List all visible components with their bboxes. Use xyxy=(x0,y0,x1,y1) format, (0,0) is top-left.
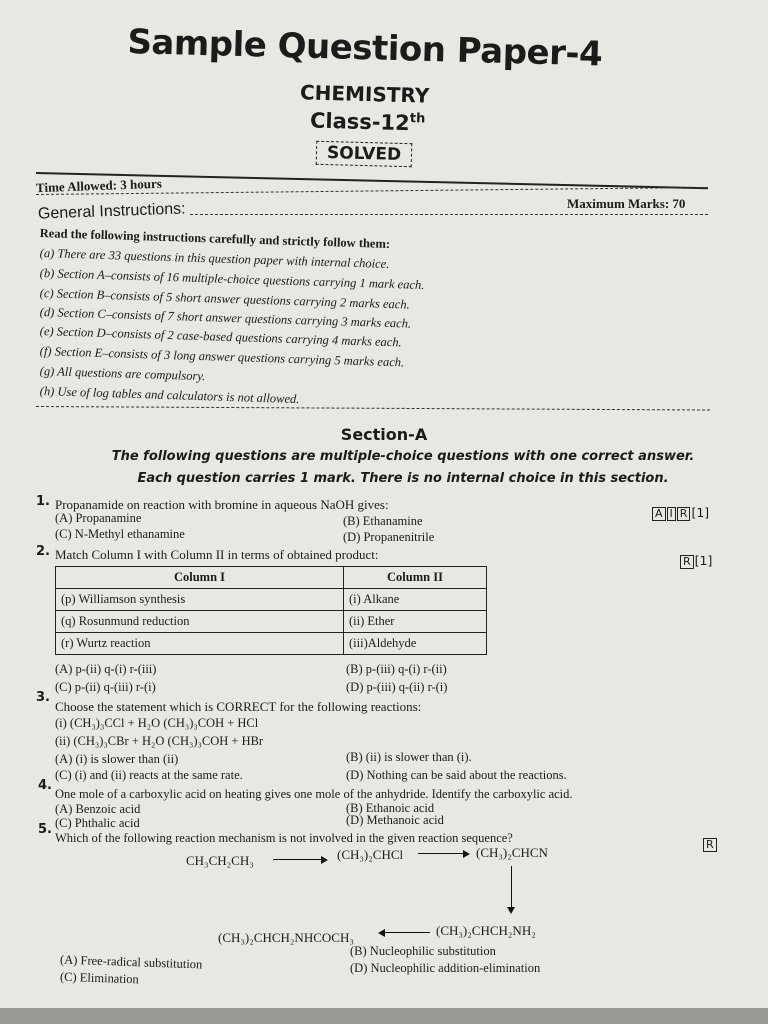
reaction-line: (i) (CH₃)₃CCl + H₂O (CH₃)₃COH + HCl xyxy=(55,716,259,730)
time-allowed: Time Allowed: 3 hours xyxy=(35,175,163,196)
solved-badge: SOLVED xyxy=(316,141,413,168)
question-number: 1. xyxy=(36,494,50,509)
option-b: (B) Nucleophilic substitution xyxy=(350,944,496,958)
instruction-item: (a) There are 33 questions in this question paper with internal choice. xyxy=(39,246,390,271)
page-bottom-edge xyxy=(0,1008,768,1024)
reaction-species: (CH₃)₂CHCN xyxy=(476,845,548,860)
instructions-top-divider xyxy=(190,214,708,215)
option-d: (D) Propanenitrile xyxy=(343,530,435,544)
question-number: 5. xyxy=(38,822,52,837)
instructions-lead: Read the following instructions carefully and strictly follow them: xyxy=(39,226,391,252)
option-d: (D) Nothing can be said about the reactions. xyxy=(346,768,567,782)
section-title: Section-A xyxy=(340,425,428,444)
tag-box: R xyxy=(703,838,717,852)
question-text: Which of the following reaction mechanism is not involved in the given reaction sequence? xyxy=(55,831,513,845)
table-header-row xyxy=(56,567,487,589)
reaction-line: (ii) (CH₃)₃CBr + H₂O (CH₃)₃COH + HBr xyxy=(55,734,264,748)
instruction-item: (g) All questions are compulsory. xyxy=(39,364,206,384)
option-a: (A) p-(ii) q-(i) r-(iii) xyxy=(55,662,157,676)
instruction-item: (h) Use of log tables and calculators is not allowed. xyxy=(39,384,300,407)
option-a: (A) Propanamine xyxy=(55,511,142,525)
reaction-arrow xyxy=(511,866,512,912)
paper-title: Sample Question Paper-4 xyxy=(126,22,603,75)
reaction-arrow xyxy=(418,853,468,854)
tag-marks: [1] xyxy=(691,505,710,520)
reaction-species: (CH₃)₂CHCH₂NHCOCH₃ xyxy=(218,930,354,945)
table-row xyxy=(56,633,487,655)
question-tags xyxy=(680,553,712,569)
maximum-marks: Maximum Marks: 70 xyxy=(567,196,686,211)
option-c: (C) Elimination xyxy=(59,969,140,987)
tag-box: I xyxy=(667,507,676,521)
tag-box: A xyxy=(652,507,666,521)
tag-marks: [1] xyxy=(694,553,713,568)
option-b: (B) Ethanamine xyxy=(343,514,423,528)
table-cell: (i) Alkane xyxy=(344,589,487,611)
instruction-item: (b) Section A–consists of 16 multiple-choice questions carrying 1 mark each. xyxy=(39,266,425,293)
instruction-item: (f) Section E–consists of 3 long answer questions carrying 5 marks each. xyxy=(39,344,405,370)
question-tags xyxy=(652,505,709,521)
table-row xyxy=(56,589,487,611)
tag-box: R xyxy=(677,507,691,521)
instructions-bottom-divider xyxy=(36,406,710,411)
table-cell: (ii) Ether xyxy=(344,611,487,633)
question-tags xyxy=(703,836,718,852)
match-table xyxy=(55,566,487,655)
column-header: Column II xyxy=(344,567,487,589)
option-b: (B) (ii) is slower than (i). xyxy=(346,750,472,764)
section-description: The following questions are multiple-choice questions with one correct answer. Each question carries 1 mark. There is no internal choice in this section. xyxy=(111,449,695,486)
class-heading xyxy=(310,108,426,135)
option-d: (D) Methanoic acid xyxy=(346,813,444,827)
option-c: (C) N-Methyl ethanamine xyxy=(55,527,185,541)
tag-box: R xyxy=(680,555,694,569)
question-text: One mole of a carboxylic acid on heating gives one mole of the anhydride. Identify the carboxylic acid. xyxy=(55,787,573,801)
option-a: (A) Free-radical substitution xyxy=(59,952,203,972)
table-row xyxy=(56,611,487,633)
column-header: Column I xyxy=(56,567,344,589)
class-superscript: th xyxy=(409,111,426,127)
question-text: Propanamide on reaction with bromine in aqueous NaOH gives: xyxy=(55,497,389,512)
subject-heading: CHEMISTRY xyxy=(299,80,430,108)
class-label: Class-12 xyxy=(309,108,411,136)
option-d: (D) p-(iii) q-(ii) r-(i) xyxy=(346,680,448,694)
instruction-item: (e) Section D–consists of 2 case-based questions carrying 4 marks each. xyxy=(39,324,402,350)
option-a: (A) (i) is slower than (ii) xyxy=(55,752,179,766)
option-b: (B) p-(iii) q-(i) r-(ii) xyxy=(346,662,447,676)
option-b: (B) Ethanoic acid xyxy=(346,801,435,815)
table-cell: (iii)Aldehyde xyxy=(344,633,487,655)
option-c: (C) p-(ii) q-(iii) r-(i) xyxy=(55,680,156,694)
question-number: 4. xyxy=(38,778,52,793)
question-text: Match Column I with Column II in terms of obtained product: xyxy=(55,547,379,562)
table-cell: (r) Wurtz reaction xyxy=(56,633,344,655)
question-number: 3. xyxy=(36,690,50,705)
reaction-arrow xyxy=(273,859,326,860)
instruction-item: (d) Section C–consists of 7 short answer questions carrying 3 marks each. xyxy=(39,305,412,331)
question-number: 2. xyxy=(36,544,50,559)
reaction-species: (CH₃)₂CHCH₂NH₂ xyxy=(436,923,536,938)
question-text: Choose the statement which is CORRECT for the following reactions: xyxy=(55,699,422,714)
option-c: (C) (i) and (ii) reacts at the same rate. xyxy=(55,768,243,782)
table-cell: (q) Rosunmund reduction xyxy=(56,611,344,633)
option-d: (D) Nucleophilic addition-elimination xyxy=(350,961,541,975)
option-a: (A) Benzoic acid xyxy=(55,802,141,816)
reaction-species: CH₃CH₂CH₃ xyxy=(186,853,254,868)
reaction-arrow xyxy=(380,932,430,933)
option-c: (C) Phthalic acid xyxy=(55,816,140,830)
table-cell: (p) Williamson synthesis xyxy=(56,589,344,611)
instruction-item: (c) Section B–consists of 5 short answer questions carrying 2 marks each. xyxy=(39,286,410,312)
general-instructions-heading: General Instructions: xyxy=(37,200,186,223)
reaction-species: (CH₃)₂CHCl xyxy=(337,847,404,862)
